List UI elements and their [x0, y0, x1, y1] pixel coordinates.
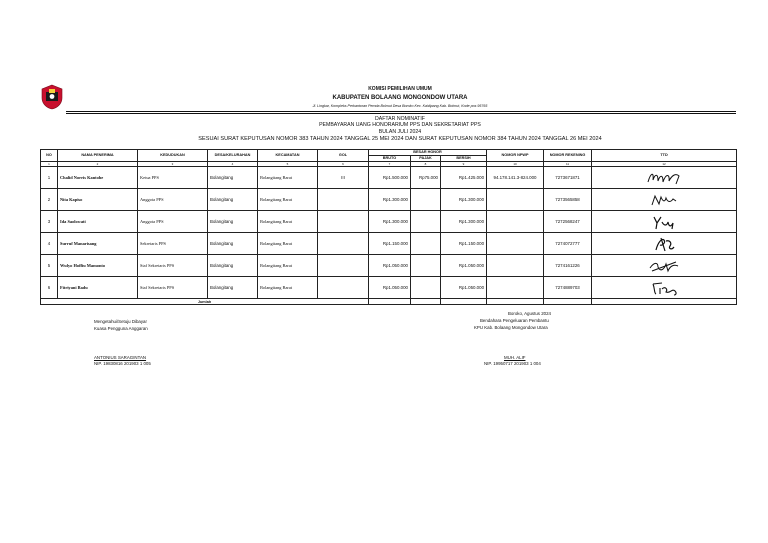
cell-no: 4 [41, 233, 58, 255]
cell-kecamatan: Bolangitang Barat [258, 255, 318, 277]
header-ttd: TTD [592, 150, 737, 162]
index-cell: 1 [41, 162, 58, 167]
signature-2 [646, 192, 682, 208]
cell-bruto: Rp1.150.000 [369, 233, 411, 255]
header-kecamatan: KECAMATAN [258, 150, 318, 162]
header-bruto: BRUTO [369, 156, 411, 162]
header-kedudukan: KEDUDUKAN [138, 150, 208, 162]
cell-gol [318, 211, 369, 233]
total-pajak [411, 299, 441, 305]
cell-pajak [411, 277, 441, 299]
total-bruto [369, 299, 411, 305]
index-cell: 6 [318, 162, 369, 167]
cell-kecamatan: Bolangitang Barat [258, 233, 318, 255]
signature-4 [646, 236, 682, 252]
footer-right-line1: Bendahara Pengeluaran Pembantu [480, 318, 549, 323]
cell-kedudukan: Ketua PPS [138, 167, 208, 189]
signature-3 [646, 214, 682, 230]
cell-npwp [487, 189, 544, 211]
cell-kedudukan: Anggota PPS [138, 189, 208, 211]
cell-bruto: Rp1.050.000 [369, 255, 411, 277]
cell-gol [318, 255, 369, 277]
cell-gol [318, 233, 369, 255]
cell-ttd [592, 255, 737, 277]
header-pajak: PAJAK [411, 156, 441, 162]
table-row [41, 233, 737, 255]
cell-no: 6 [41, 277, 58, 299]
cell-npwp [487, 255, 544, 277]
cell-ttd [592, 211, 737, 233]
header-rekening: NOMOR REKENING [544, 150, 592, 162]
index-cell: 9 [441, 162, 487, 167]
cell-bruto: Rp1.500.000 [369, 167, 411, 189]
cell-desa: Bolangitang [208, 189, 258, 211]
cell-rekening: 7273671871 [544, 167, 592, 189]
header-nama: NAMA PENERIMA [58, 150, 138, 162]
index-cell: 11 [544, 162, 592, 167]
cell-no: 3 [41, 211, 58, 233]
cell-nama: Chalid Norris Kantohe [58, 167, 138, 189]
cell-bersih: Rp1.050.000 [441, 277, 487, 299]
cell-bersih: Rp1.425.000 [441, 167, 487, 189]
total-ttd [592, 299, 737, 305]
signature-5 [646, 258, 682, 274]
index-cell: 7 [369, 162, 411, 167]
cell-bersih: Rp1.050.000 [441, 255, 487, 277]
header-gol: GOL [318, 150, 369, 162]
header-npwp: NOMOR NPWP [487, 150, 544, 162]
table-row [41, 167, 737, 189]
total-rekening [544, 299, 592, 305]
cell-desa: Bolangitang [208, 255, 258, 277]
cell-npwp [487, 277, 544, 299]
kpu-logo [40, 84, 64, 110]
cell-bersih: Rp1.300.000 [441, 211, 487, 233]
index-cell: 8 [411, 162, 441, 167]
index-cell: 3 [138, 162, 208, 167]
signature-6 [646, 280, 682, 296]
footer-left-line1: Mengetahui/Setuju Dibayar [94, 319, 147, 324]
cell-kedudukan: Sekretaris PPS [138, 233, 208, 255]
cell-bruto: Rp1.300.000 [369, 189, 411, 211]
cell-pajak [411, 211, 441, 233]
total-bersih [441, 299, 487, 305]
cell-kedudukan: Staf Sekretaris PPS [138, 255, 208, 277]
cell-pajak [411, 233, 441, 255]
table-row [41, 277, 737, 299]
header-desa: DESA/KELURAHAN [208, 150, 258, 162]
cell-nama: Fitriyani Badu [58, 277, 138, 299]
cell-no: 5 [41, 255, 58, 277]
index-cell: 5 [258, 162, 318, 167]
cell-rekening: 7274072777 [544, 233, 592, 255]
org-name-line1: KOMISI PEMILIHAN UMUM [368, 86, 432, 92]
cell-desa: Bolangitang [208, 167, 258, 189]
cell-ttd [592, 189, 737, 211]
letterhead-rule-thin [66, 113, 736, 114]
payment-table [40, 149, 737, 305]
cell-pajak [411, 189, 441, 211]
cell-ttd [592, 233, 737, 255]
total-label: Jumlah [41, 299, 369, 305]
footer-right-line2: KPU Kab. Bolaang Mongondow Utara [474, 325, 548, 330]
cell-kecamatan: Bolangitang Barat [258, 167, 318, 189]
header-bersih: BERSIH [441, 156, 487, 162]
footer-left-line2: Kuasa Pengguna Anggaran [94, 326, 148, 331]
table-row [41, 255, 737, 277]
cell-bruto: Rp1.300.000 [369, 211, 411, 233]
cell-kedudukan: Anggota PPS [138, 211, 208, 233]
cell-gol [318, 277, 369, 299]
cell-kedudukan: Staf Sekretaris PPS [138, 277, 208, 299]
cell-pajak [411, 255, 441, 277]
cell-nama: Surruf Manarisang [58, 233, 138, 255]
total-npwp [487, 299, 544, 305]
cell-kecamatan: Bolangitang Barat [258, 211, 318, 233]
cell-bersih: Rp1.300.000 [441, 189, 487, 211]
cell-kecamatan: Bolangitang Barat [258, 277, 318, 299]
index-cell: 2 [58, 162, 138, 167]
cell-kecamatan: Bolangitang Barat [258, 189, 318, 211]
cell-rekening: 7274161226 [544, 255, 592, 277]
cell-nama: Nita Kapiso [58, 189, 138, 211]
cell-nama: Ida Saolowati [58, 211, 138, 233]
footer-right-name: MUH. ALIF [504, 355, 526, 360]
cell-ttd [592, 277, 737, 299]
cell-rekening: 7274889703 [544, 277, 592, 299]
header-besar-honor: BESAR HONOR [369, 150, 487, 156]
cell-gol: III [318, 167, 369, 189]
index-cell: 4 [208, 162, 258, 167]
footer-right-nip: NIP. 19950717 201903 1 004 [484, 361, 541, 366]
cell-no: 1 [41, 167, 58, 189]
signature-1 [646, 170, 682, 186]
index-cell: 12 [592, 162, 737, 167]
cell-desa: Bolangitang [208, 211, 258, 233]
footer-right-place-date: Boroko, Agustus 2024 [508, 311, 551, 316]
org-name-line2: KABUPATEN BOLAANG MONGONDOW UTARA [332, 95, 468, 101]
cell-pajak: Rp75.000 [411, 167, 441, 189]
cell-desa: Bolangitang [208, 277, 258, 299]
cell-no: 2 [41, 189, 58, 211]
footer-left-name: ANTONIUS SARAGINTAN [94, 355, 147, 360]
cell-bruto: Rp1.050.000 [369, 277, 411, 299]
cell-desa: Bolangitang [208, 233, 258, 255]
header-no: NO [41, 150, 58, 162]
letterhead-rule [66, 111, 736, 112]
cell-npwp [487, 233, 544, 255]
cell-rekening: 7272568247 [544, 211, 592, 233]
org-address: Jl. Lingkar, Kompleks Perkantoran Pemda Bolmut Desa Boroko Kec. Kaidipang Kab. Bolmut, Kode pos 95765 [312, 104, 488, 108]
doc-period: BULAN JULI 2024 [378, 129, 422, 135]
cell-nama: Wulyo Hoffiu Mamonto [58, 255, 138, 277]
footer-left-nip: NIP. 19830816 201903 1 005 [94, 361, 151, 366]
table-row [41, 211, 737, 233]
doc-decree-reference: SESUAI SURAT KEPUTUSAN NOMOR 383 TAHUN 2024 TANGGAL 25 MEI 2024 DAN SURAT KEPUTUSAN NOMOR 384 TAHUN 2024 TANGGAL 26 MEI 2024 [198, 136, 602, 142]
index-cell: 10 [487, 162, 544, 167]
cell-bersih: Rp1.150.000 [441, 233, 487, 255]
doc-subtitle: PEMBAYARAN UANG HONORARIUM PPS DAN SEKRETARIAT PPS [319, 122, 481, 128]
table-row [41, 189, 737, 211]
cell-ttd [592, 167, 737, 189]
cell-npwp: 94.178.141.3-824.000 [487, 167, 544, 189]
doc-title: DAFTAR NOMINATIF [375, 116, 425, 122]
total-row [41, 299, 737, 305]
cell-gol [318, 189, 369, 211]
cell-npwp [487, 211, 544, 233]
cell-rekening: 7273565858 [544, 189, 592, 211]
